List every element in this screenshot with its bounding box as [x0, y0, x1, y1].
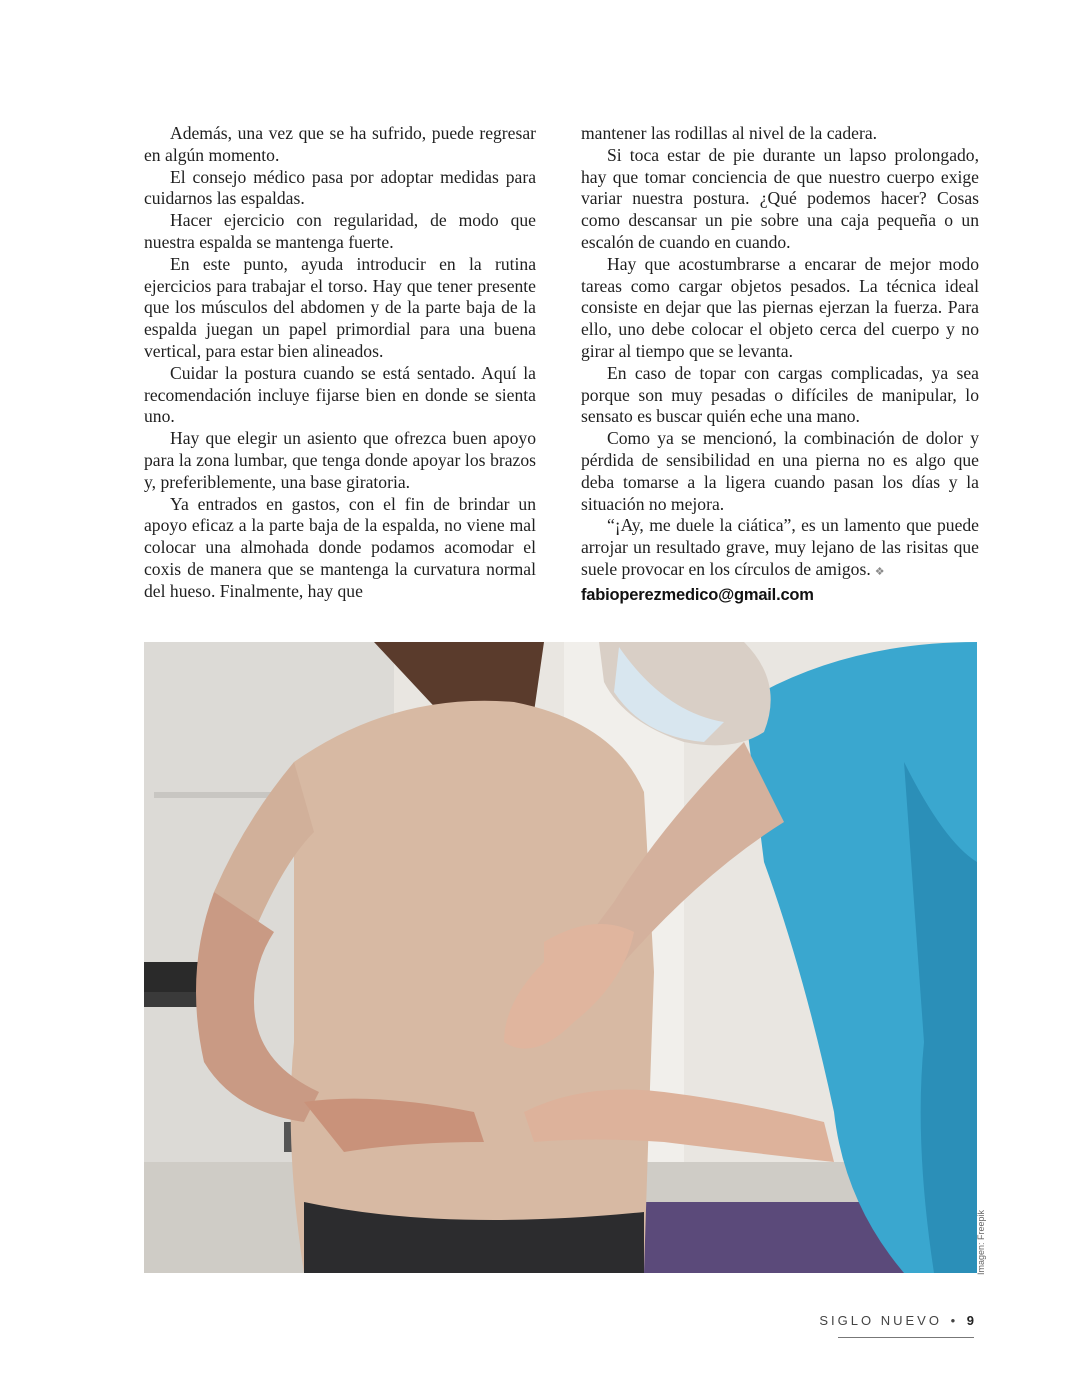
paragraph: Hacer ejercicio con regularidad, de modo que nuestra espalda se mantenga fuerte.	[144, 210, 536, 252]
footer-divider	[838, 1337, 974, 1338]
paragraph-last	[581, 515, 979, 583]
footer-separator: •	[950, 1313, 959, 1328]
article-column-left	[144, 123, 536, 603]
page-number: 9	[966, 1313, 974, 1328]
paragraph: Cuidar la postura cuando se está sentado. Aquí la recomendación incluye fijarse bien en donde se sienta uno.	[144, 362, 536, 427]
paragraph: Si toca estar de pie durante un lapso prolongado, hay que tomar conciencia de que nuestro cuerpo exige variar nuestra postura. ¿Qué podemos hacer? Cosas como descansar un pie sobre una caja pequeña o un escalón de cuando en cuando.	[581, 144, 979, 252]
paragraph-continued: mantener las rodillas al nivel de la cadera.	[581, 123, 878, 143]
end-mark-icon: ❖	[874, 565, 885, 578]
magazine-name: SIGLO NUEVO	[819, 1313, 942, 1328]
paragraph: Además, una vez que se ha sufrido, puede regresar en algún momento.	[144, 123, 536, 165]
photo-credit: Imagen: Freepik	[976, 1209, 986, 1275]
paragraph: El consejo médico pasa por adoptar medidas para cuidarnos las espaldas.	[144, 166, 536, 209]
article-photo	[144, 642, 977, 1273]
photo-illustration	[144, 642, 977, 1273]
paragraph: Ya entrados en gastos, con el fin de brindar un apoyo eficaz a la parte baja de la espalda, no viene mal colocar una almohada donde podamos acomodar el coxis de manera que se mantenga la curvatura normal del hueso. Finalmente, hay que	[144, 493, 536, 601]
author-email-link[interactable]: fabioperezmedico@gmail.com	[581, 585, 814, 604]
paragraph: En caso de topar con cargas complicadas, ya sea porque son muy pesadas o difíciles de manipular, lo sensato es buscar quién eche una mano.	[581, 362, 979, 427]
page-footer	[819, 1313, 974, 1328]
paragraph: Hay que elegir un asiento que ofrezca buen apoyo para la zona lumbar, que tenga donde apoyar los brazos y, preferiblemente, una base giratoria.	[144, 428, 536, 492]
paragraph: Como ya se mencionó, la combinación de dolor y pérdida de sensibilidad en una pierna no es algo que deba tomarse a la ligera cuando pasan los días y la situación no mejora.	[581, 428, 979, 514]
article-column-right	[581, 123, 979, 607]
last-paragraph-text: “¡Ay, me duele la ciática”, es un lamento que puede arrojar un resultado grave, muy lejano de las risitas que suele provocar en los círculos de amigos.	[581, 515, 979, 579]
paragraph: Hay que acostumbrarse a encarar de mejor modo tareas como cargar objetos pesados. La técnica ideal consiste en dejar que las piernas ejerzan la fuerza. Para ello, uno debe colocar el objeto cerca del cuerpo y no girar al tiempo que se levanta.	[581, 253, 979, 361]
paragraph: En este punto, ayuda introducir en la rutina ejercicios para trabajar el torso. Hay que tener presente que los músculos del abdomen y de la parte baja de la espalda juegan un papel primordial para una buena vertical, para estar bien alineados.	[144, 253, 536, 361]
